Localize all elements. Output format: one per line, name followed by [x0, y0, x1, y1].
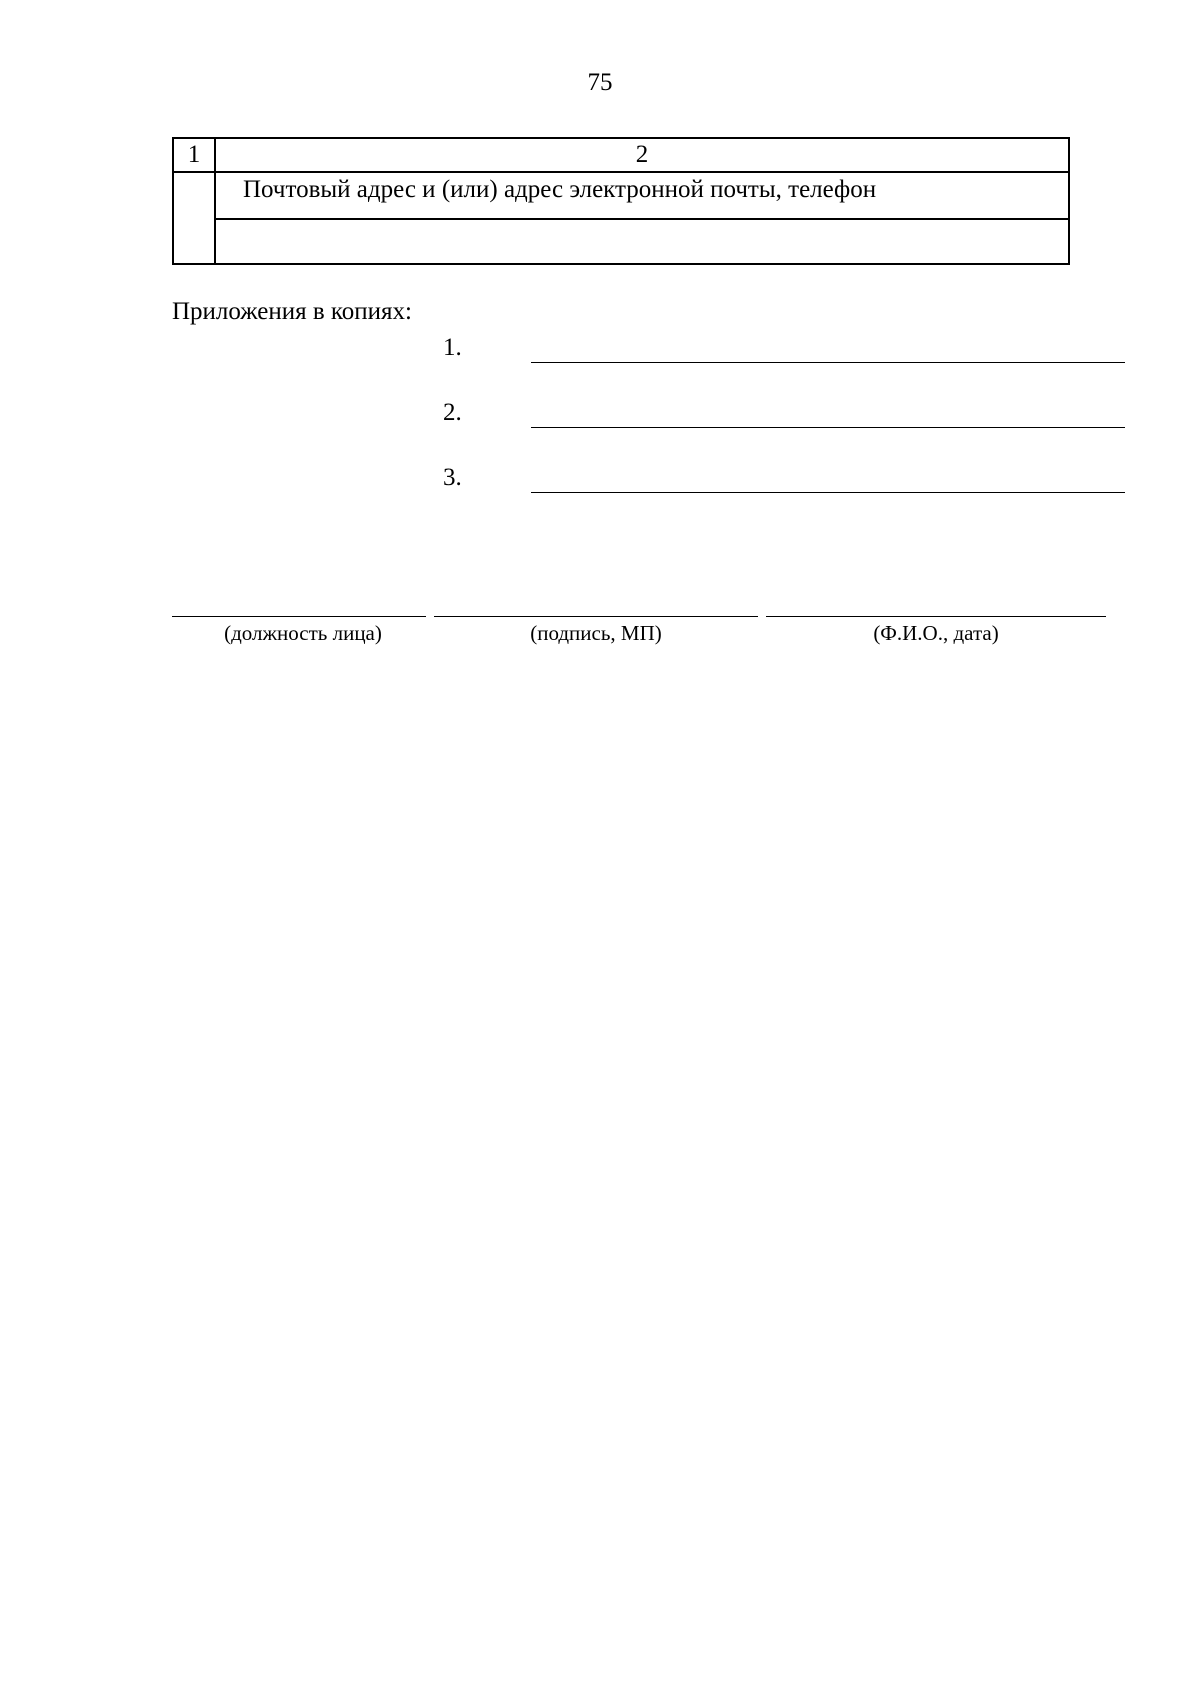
row-number-cell — [173, 172, 215, 264]
address-label: Почтовый адрес и (или) адрес электронной почты, телефон — [215, 172, 1069, 219]
table-row — [173, 219, 1069, 264]
table-header-row — [173, 138, 1069, 172]
address-table — [172, 137, 1070, 265]
attachment-fill-line[interactable] — [531, 492, 1125, 493]
attachment-fill-line[interactable] — [531, 362, 1125, 363]
name-date-caption: (Ф.И.О., дата) — [873, 621, 999, 645]
signature-name-block — [766, 616, 1106, 656]
attachment-fill-line[interactable] — [531, 427, 1125, 428]
column-number-1: 1 — [173, 138, 215, 172]
attachment-number: 1. — [443, 334, 462, 361]
attachment-item-1 — [443, 333, 1126, 369]
position-caption: (должность лица) — [224, 621, 382, 645]
attachment-number: 2. — [443, 399, 462, 426]
name-date-fill-line[interactable] — [766, 616, 1106, 617]
attachment-item-3 — [443, 463, 1126, 499]
attachments-title: Приложения в копиях: — [172, 298, 412, 325]
signature-position-block — [172, 616, 426, 656]
column-number-2: 2 — [215, 138, 1069, 172]
address-value-field[interactable] — [215, 219, 1069, 264]
attachment-item-2 — [443, 398, 1126, 434]
signature-sign-block — [434, 616, 758, 656]
page-number: 75 — [587, 69, 613, 96]
position-fill-line[interactable] — [172, 616, 426, 617]
table-row — [173, 172, 1069, 219]
signature-caption: (подпись, МП) — [530, 621, 662, 645]
attachment-number: 3. — [443, 464, 462, 491]
signature-fill-line[interactable] — [434, 616, 758, 617]
